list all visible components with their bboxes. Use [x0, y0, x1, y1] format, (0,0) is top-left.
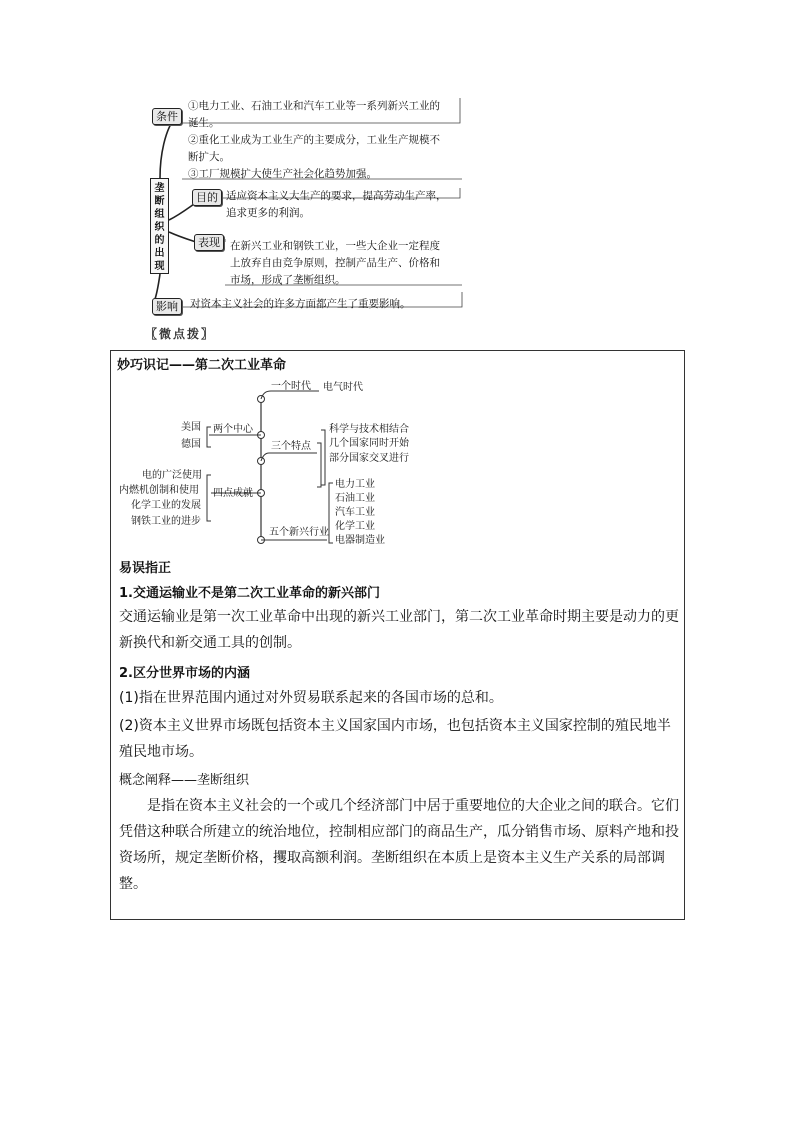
purpose-text [226, 188, 447, 222]
feature-3: 部分国家交叉进行 [329, 453, 409, 464]
achievement-2: 内燃机创制和使用 [119, 485, 199, 496]
purpose-line-2: 追求更多的利润。 [226, 207, 310, 219]
concept-title: 概念阐释——垄断组织 [119, 773, 250, 788]
section-header-weidianbo: 〖微点拨〗 [145, 327, 216, 341]
conditions-line-2: 诞生。 [188, 117, 220, 129]
industry-4: 化学工业 [335, 521, 375, 532]
conditions-line-1: ①电力工业、石油工业和汽车工业等一系列新兴工业的 [188, 100, 440, 112]
item1-body: 交通运输业是第一次工业革命中出现的新兴工业部门，第二次工业革命时期主要是动力的更新换代和新交通工具的创制。 [119, 609, 679, 651]
features-label: 三个特点 [271, 441, 311, 452]
industry-5: 电器制造业 [335, 535, 385, 546]
purpose-tag: 目的 [192, 189, 222, 206]
memory-title: 妙巧识记——第二次工业革命 [117, 358, 287, 373]
centers-label: 两个中心 [213, 424, 253, 435]
error-correction-title: 易误指正 [119, 561, 172, 576]
achievement-4: 钢铁工业的进步 [131, 516, 201, 527]
item2-point2: (2)资本主义世界市场既包括资本主义国家国内市场，也包括资本主义国家控制的殖民地半殖民地市场。 [119, 718, 671, 760]
center-germany: 德国 [181, 439, 201, 450]
manifestation-line-3: 市场，形成了垄断组织。 [230, 274, 346, 286]
manifestation-text [230, 238, 440, 289]
industry-1: 电力工业 [335, 479, 375, 490]
monopoly-mindmap [140, 92, 475, 324]
tips-box [110, 350, 685, 920]
item2-title: 2.区分世界市场的内涵 [119, 666, 250, 681]
manifestation-line-2: 上放弃自由竞争原则，控制产品生产、价格和 [230, 257, 440, 269]
feature-1: 科学与技术相结合 [329, 424, 409, 435]
center-topic-monopoly [150, 178, 169, 274]
conditions-line-5: ③工厂规模扩大使生产社会化趋势加强。 [188, 168, 377, 180]
center-char: 组 [154, 209, 165, 220]
center-char: 垄 [154, 183, 165, 194]
industrial-revolution-diagram [111, 375, 431, 550]
conditions-text [188, 98, 440, 183]
center-char: 现 [154, 261, 165, 272]
concept-body: 是指在资本主义社会的一个或几个经济部门中居于重要地位的大企业之间的联合。它们凭借这种联合所建立的统治地位，控制相应部门的商品生产，瓜分销售市场、原料产地和投资场所，规定垄断价格，攫取高额利润。垄断组织在本质上是资本主义生产关系的局部调整。 [119, 798, 679, 892]
influence-text: 对资本主义社会的许多方面都产生了重要影响。 [190, 298, 411, 310]
conditions-line-4: 断扩大。 [188, 151, 230, 163]
center-char: 出 [154, 248, 165, 259]
achievement-1: 电的广泛使用 [142, 470, 202, 481]
influence-tag: 影响 [152, 298, 182, 315]
feature-2: 几个国家同时开始 [329, 438, 409, 449]
achievement-3: 化学工业的发展 [131, 500, 201, 511]
industries-label: 五个新兴行业 [269, 527, 329, 538]
manifestation-tag: 表现 [194, 234, 224, 251]
conditions-tag: 条件 [152, 108, 182, 125]
era-label: 一个时代 [271, 381, 311, 392]
achievements-label: 四点成就 [213, 488, 253, 499]
conditions-line-3: ②重化工业成为工业生产的主要成分，工业生产规模不 [188, 134, 440, 146]
era-value: 电气时代 [323, 382, 363, 393]
center-char: 断 [154, 196, 165, 207]
item1-title: 1.交通运输业不是第二次工业革命的新兴部门 [119, 586, 380, 601]
item2-point1: (1)指在世界范围内通过对外贸易联系起来的各国市场的总和。 [119, 690, 503, 706]
center-char: 织 [154, 222, 165, 233]
purpose-line-1: 适应资本主义大生产的要求，提高劳动生产率， [226, 190, 447, 202]
manifestation-line-1: 在新兴工业和钢铁工业，一些大企业一定程度 [230, 240, 440, 252]
center-char: 的 [154, 235, 165, 246]
industry-2: 石油工业 [335, 493, 375, 504]
industry-3: 汽车工业 [335, 507, 375, 518]
center-usa: 美国 [181, 422, 201, 433]
